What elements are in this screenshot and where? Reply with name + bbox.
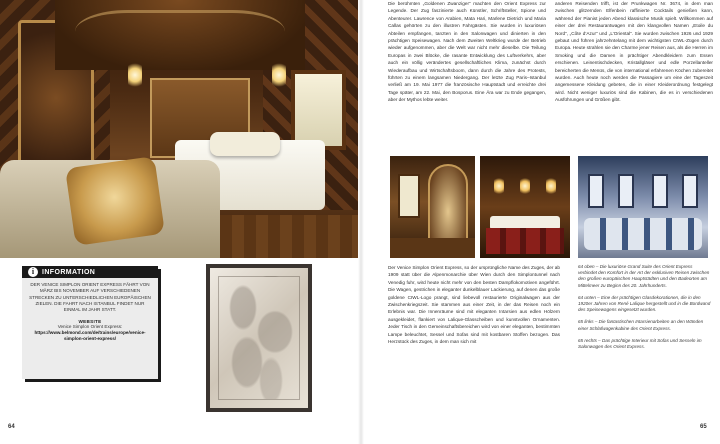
- corridor-window: [398, 174, 420, 218]
- dining-lamp: [520, 178, 530, 194]
- information-text: DER VENICE SIMPLON ORIENT EXPRESS FÄHRT VON MÄRZ BIS NOVEMBER AUF VERSCHIEDENEN STRECKEN ZU UNTERSCHIEDLICHEN EUROPÄISCHEN ZIELEN. DIE FAHRT NACH ISTANBUL FINDET NUR EINMAL IM JAHR STATT.: [29, 282, 151, 313]
- wall-lamp-left: [128, 62, 142, 88]
- pillow: [210, 132, 280, 156]
- caption-65-right: 65 rechts – Das prächtige Interieur mit Sofas und Sesseln im Salonwagen des Orient Express.: [578, 337, 702, 350]
- salon-window: [682, 174, 698, 208]
- information-box: [22, 266, 158, 379]
- body-text-column-3: Der Venice Simplon Orient Express, so der ursprüngliche Name des Zuges, der ab 1909 statt über die Alpenmonarchie über Wien durch den Simplontunnel nach Venedig fuhr, wird heute nicht mehr von den besten Dampflokomotiven angeführt. Die Wagen, gestrichen in eleganter dunkelblauer Lackierung, auf denen das große goldene CIWL-Logo prangt, sind liebevoll restaurierte Originalwagen aus der Zwischenkriegszeit. Sie stammen aus einer Zeit, in der das Reisen noch ein Erlebnis war. Die Innenräume sind mit eleganten Intarsien aus edlen Hölzern ausgekleidet, flankiert von Lalique-Glasscheiben und kunstvollen Ornamenten. Jeder Tisch in den Gemeinschaftsbereichen wird von einer eleganten, bestimmten Lampe beleuchtet, Sessel und Sofas sind mit kostbaren Stoffen bezogen. Das Herzstück des Zuges, in dem man sich mit: [388, 265, 560, 345]
- dining-lamp: [494, 178, 504, 194]
- body-text-column-1: Die berühmten „Goldenen Zwanziger“ machten den Orient Express zur Legende. Der Zug faszinierte auch Künstler, Schriftsteller, Spione und Abenteurer. Lawrence von Arabien, Mata Hari, Marlene Dietrich und Maria Callas gehörten zu den illustren Fahrgästen. Sie wurden in luxuriösen Abteilen empfangen, tanzten in den Salonwagen und dinierten in den prächtigen Speisewagen. Nach dem Zweiten Weltkrieg wurde der Betrieb wieder aufgenommen, aber die Welt war nicht mehr dieselbe. Die Teilung Europas in zwei Blöcke, die rasante Entwicklung des Luftverkehrs, aber auch ein völlig verändertes gesellschaftliches Klima, zunächst durch Wiederaufbau und Wirtschaftsboom, dann durch die Jahre des Protests, führten zu einem langsamen Niedergang. Der letzte Zug Paris–Istanbul verließ am 19. Mai 1977 die französische Hauptstadt und erreichte drei Tage später, am 22. Mai, den Bosporus. Eine Ära war zu Ende gegangen, aber der Mythos lebte weiter.: [388, 1, 546, 103]
- page-gutter: [358, 0, 364, 444]
- inlaid-arch: [428, 164, 468, 244]
- gold-cushion: [65, 156, 165, 246]
- caption-64-top: 64 oben – Die luxuriöse Grand Suite des Orient Express verbindet den Komfort in der Art der exklusiven Reisen zwischen den großen europäischen Hauptstädten und den Badeorten am Mittelmeer zu Beginn des 20. Jahrhunderts.: [578, 264, 710, 288]
- glass-motif: [218, 276, 300, 400]
- salon-window: [588, 174, 604, 208]
- website-name: Venice Simplon Orient Express:: [57, 324, 123, 330]
- cabin-photo: [0, 0, 358, 258]
- info-icon: i: [28, 267, 38, 277]
- page-number-right: 65: [700, 424, 707, 430]
- dining-lamp: [546, 178, 556, 194]
- cabin-window: [291, 70, 346, 150]
- page-number-left: 64: [8, 424, 15, 430]
- body-text-column-2: anderen Reisenden trifft, ist der Prunkwagen Nr. 3674, in dem man zwischen glitzernden Elfenbein raffinierte Cocktails genießen kann, während der Pianist jeden Abend klassische Musik spielt. Willkommen auf einer der drei Restaurantwagen mit den klangvollen Namen „Etoile du Nord“, „Côte d’Azur“ und „L’Oriental“. Sie wurden zwischen 1926 und 1929 gebaut und führen jahrzehntelang mit dem wichtigsten CIWL-Zügen durch Europa. Heute strahlen sie den Charme jener Reisen aus, als die Herren im Smoking und die Damen in prächtiger Abendkleidern zum Essen erschienen. Leinentischdecken, Kristallgläser und edle Porzellanteller bereicherten die Menüs, die von international erfahrenen Köchen zubereitet wurden. Auch heute noch werden die Passagiere um eine der Tageszeit angemessene Kleidung gebeten, die in einer Kleiderordnung festgelegt wird. Nicht weniger luxuriös sind die Kabinen, die es in verschiedenen Ausführungen und Größen gibt.: [555, 1, 713, 103]
- sleeper-cabin-photo: [390, 156, 475, 258]
- wall-lamp-right: [272, 62, 286, 88]
- dining-car-photo: [480, 156, 570, 258]
- website-label: WEBSITE: [78, 319, 102, 325]
- salon-armchairs: [584, 218, 702, 250]
- vaulted-ceiling: [55, 0, 305, 70]
- caption-65-left: 65 links – Die fantastischen Intarsienarbeiten an den Wänden einer Schlafwagenkabine des Orient Express.: [578, 319, 704, 331]
- dining-chairs: [486, 228, 564, 254]
- information-title: INFORMATION: [42, 268, 96, 276]
- cabin-floor: [220, 215, 358, 258]
- caption-64-bottom: 64 unten – Eine der prächtigen Glasdekorationen, die in den 1920er Jahren von René Lalique hergestellt und in die Bordwand des Speisewagens eingesetzt wurden.: [578, 294, 711, 313]
- website-url[interactable]: https://www.belmond.com/de/trains/europe/venice-simplon-orient-express/: [34, 330, 146, 342]
- salon-car-photo: [578, 156, 708, 258]
- information-header: [22, 266, 158, 278]
- photo-captions: [578, 264, 712, 414]
- corridor-floor: [390, 238, 475, 258]
- salon-window: [652, 174, 668, 208]
- salon-window: [618, 174, 634, 208]
- lalique-glass-photo: [206, 264, 312, 412]
